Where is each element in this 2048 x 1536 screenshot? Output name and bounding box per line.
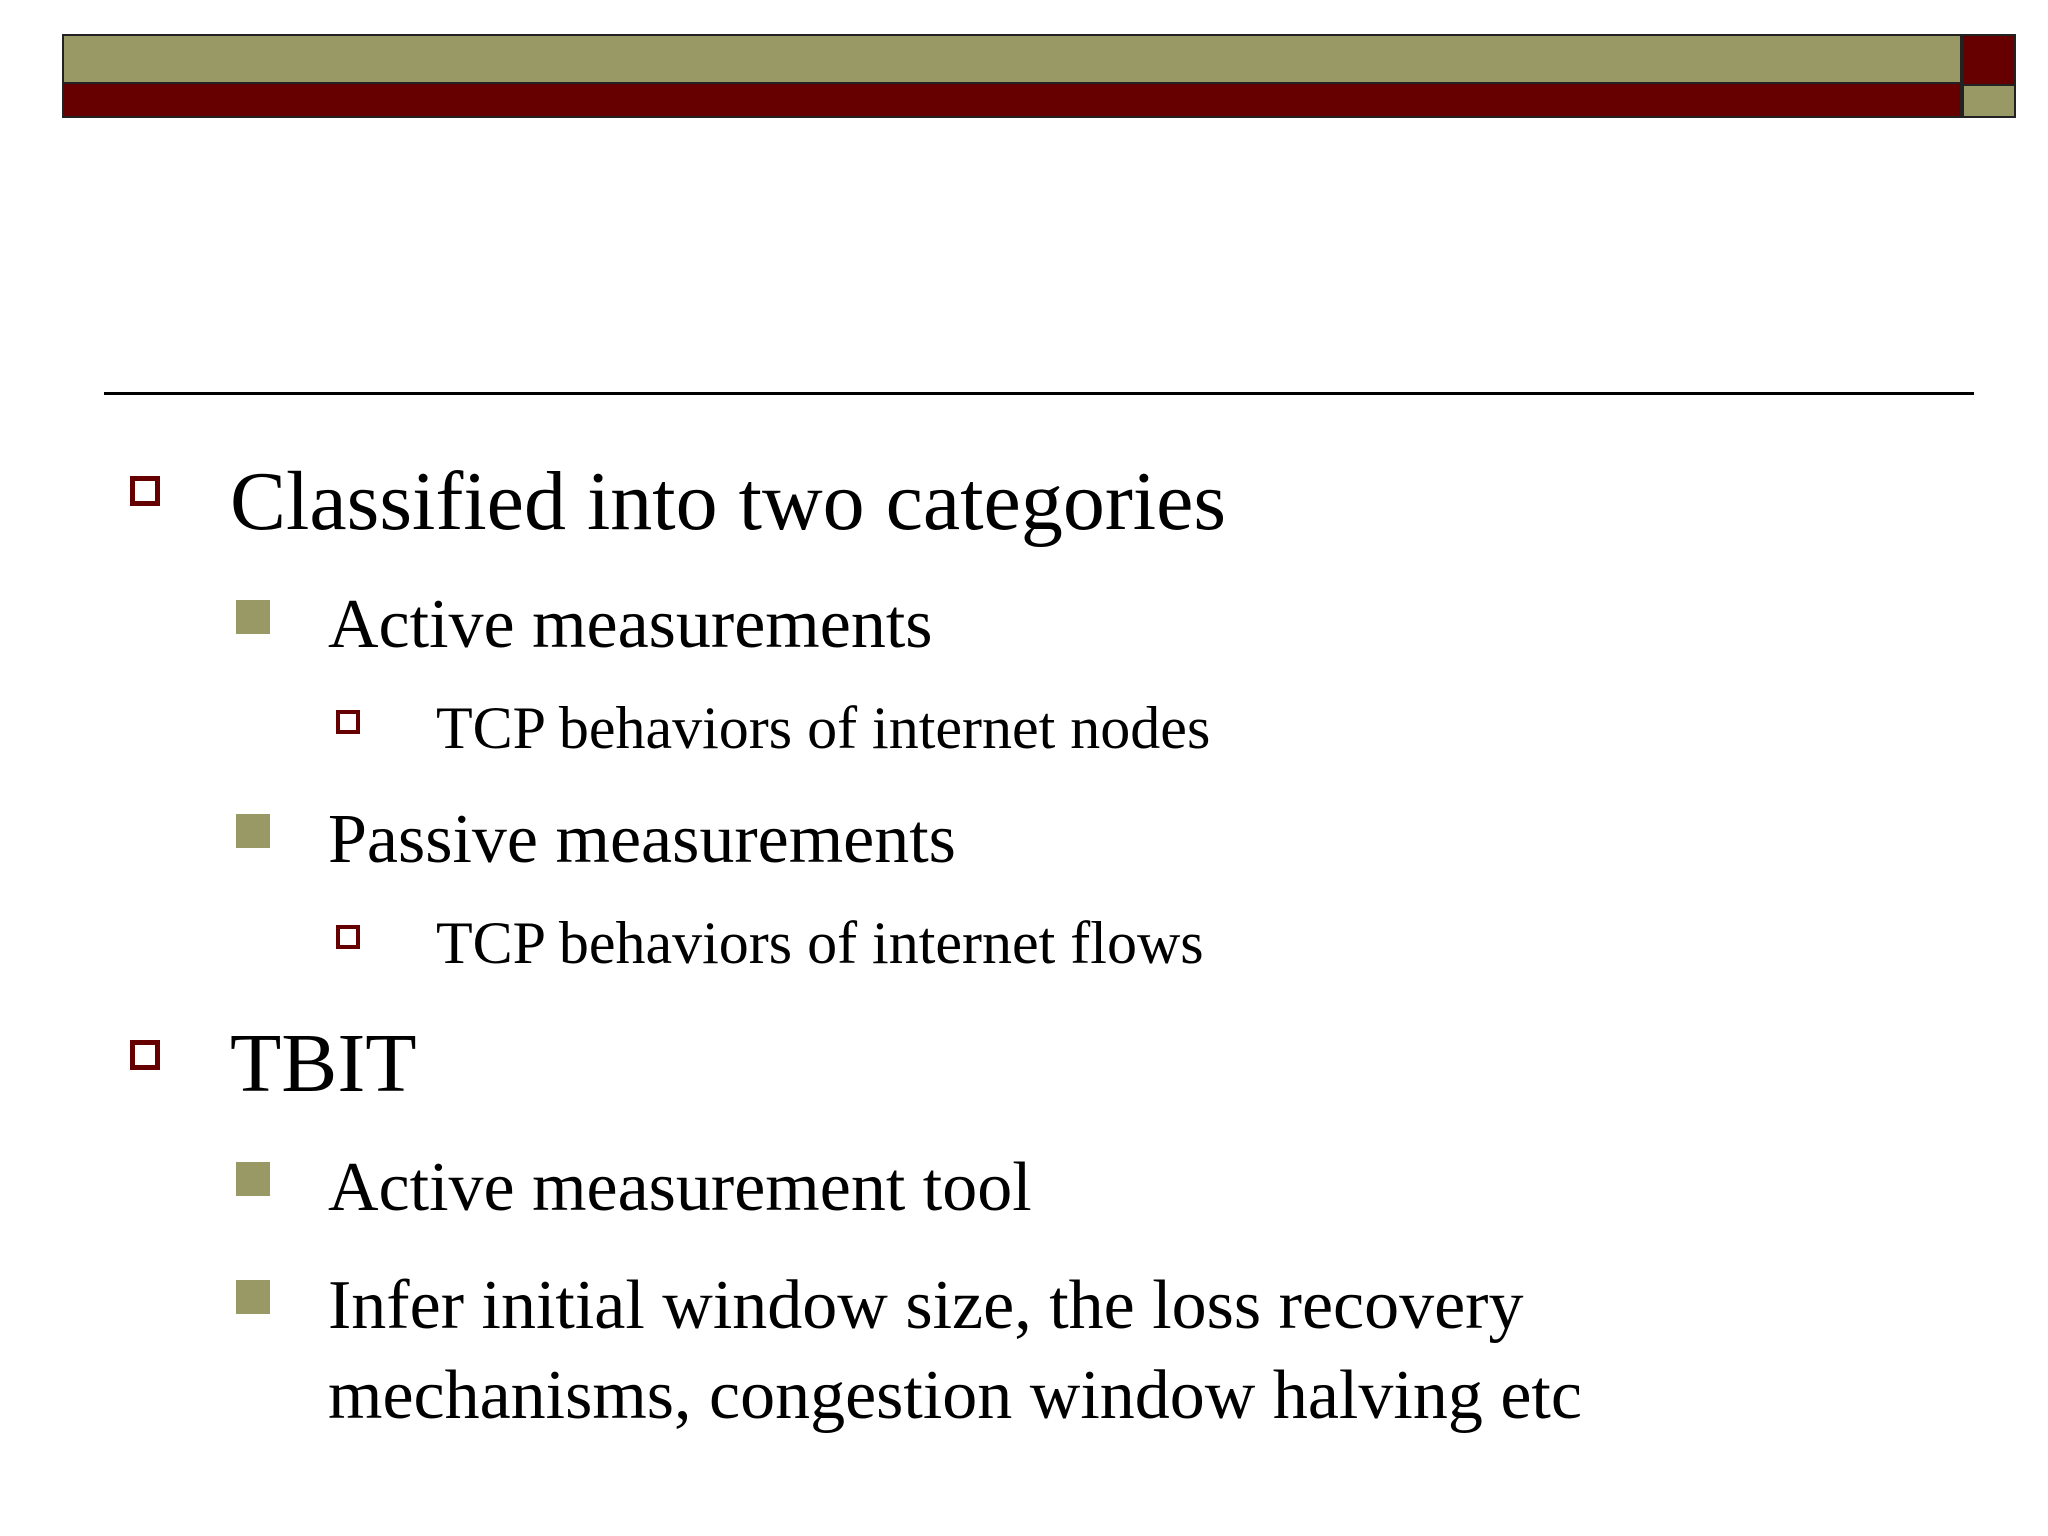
- solid-square-icon: [236, 1162, 270, 1196]
- bullet-level2-text: Active measurements: [328, 586, 933, 663]
- bullet-level2-text: Passive measurements: [328, 801, 956, 878]
- hollow-square-icon: [336, 925, 360, 949]
- header-corner-olive-square: [1962, 86, 2016, 118]
- header-corner-maroon-square: [1962, 34, 2016, 86]
- solid-square-icon: [236, 814, 270, 848]
- bullet-level3-text: TCP behaviors of internet nodes: [436, 695, 1211, 761]
- bullet-level3-text: TCP behaviors of internet flows: [436, 910, 1204, 976]
- bullet-level1-text: TBIT: [230, 1017, 417, 1110]
- hollow-square-icon: [130, 1040, 160, 1070]
- bullet-level2-text: Active measurement tool: [328, 1149, 1032, 1226]
- title-divider: [104, 392, 1974, 395]
- hollow-square-icon: [130, 476, 160, 506]
- bullet-level2-continuation: mechanisms, congestion window halving etc: [328, 1357, 1582, 1434]
- solid-square-icon: [236, 1280, 270, 1314]
- bullet-level1-text: Classified into two categories: [230, 455, 1227, 548]
- solid-square-icon: [236, 600, 270, 634]
- hollow-square-icon: [336, 710, 360, 734]
- header-maroon-bar: [62, 84, 1962, 118]
- bullet-level2-text: Infer initial window size, the loss recovery: [328, 1267, 1524, 1344]
- header-olive-bar: [62, 34, 1962, 84]
- header-decoration: [62, 34, 2022, 118]
